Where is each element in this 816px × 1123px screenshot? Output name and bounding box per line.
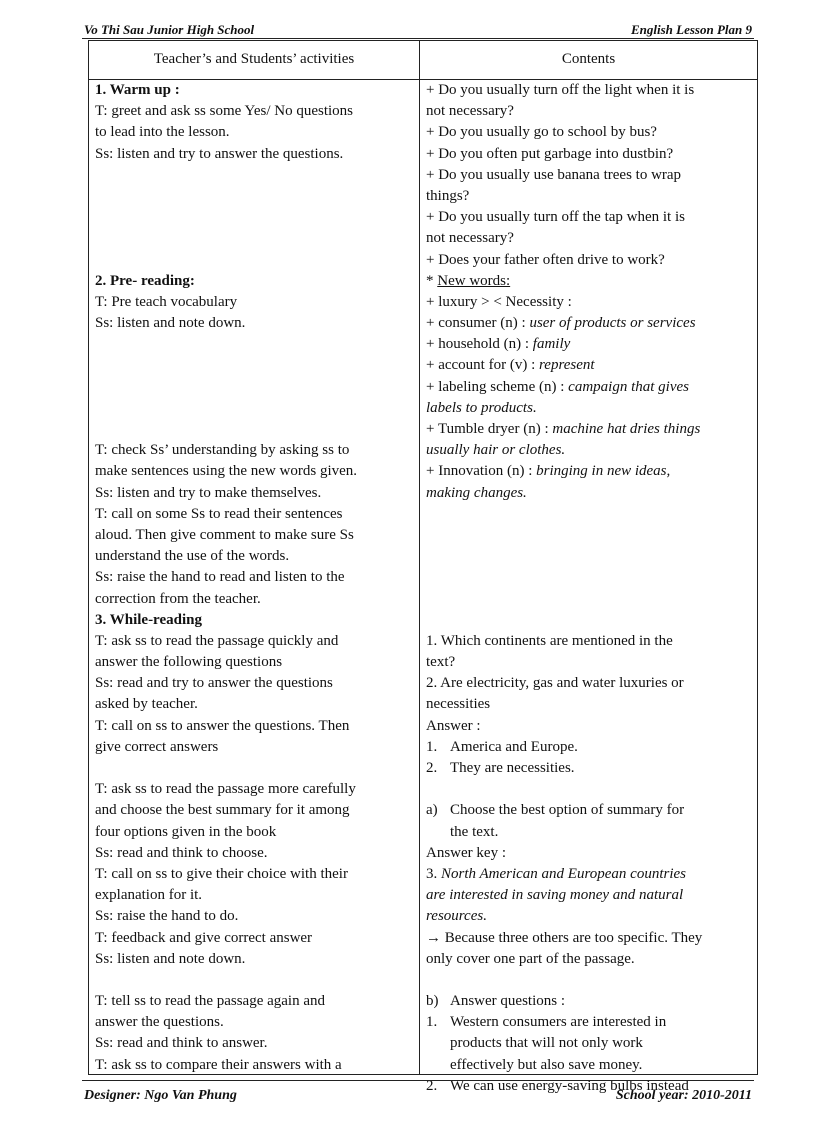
vocab-term: + household (n) : [426, 336, 533, 353]
page-footer [82, 1077, 754, 1111]
vocab-term: + consumer (n) : [426, 315, 530, 332]
activity-line: Ss: listen and try to answer the questions. [95, 145, 344, 162]
task-text: Answer questions : [450, 993, 565, 1010]
school-year: School year: 2010-2011 [615, 1088, 752, 1103]
answer-text: products that will not only work [450, 1035, 643, 1052]
column-header-activities: Teacher’s and Students’ activities [153, 51, 355, 67]
warmup-question: + Do you often put garbage into dustbin? [426, 145, 674, 162]
activity-line: Ss: read and try to answer the questions [95, 675, 333, 692]
activity-line: T: Pre teach vocabulary [95, 293, 238, 310]
task-item [426, 991, 754, 1012]
vocab-term: + Tumble dryer (n) : [426, 421, 553, 437]
answer-key-text: are interested in saving money and natural [426, 887, 684, 904]
vocab-definition: user of products or services [529, 315, 696, 332]
vocab-item [426, 355, 754, 376]
explanation-text: Because three others are too specific. They [444, 929, 703, 946]
section-title: 2. Pre- reading: [95, 272, 195, 289]
answer-key-number: 3. [426, 865, 441, 882]
designer-name: Designer: Ngo Van Phung [84, 1088, 237, 1103]
vocab-definition: labels to products. [426, 399, 537, 416]
vocab-item [426, 419, 754, 440]
activity-line: T: call on ss to give their choice with their [95, 865, 348, 882]
activity-line: T: greet and ask ss some Yes/ No questions [95, 103, 353, 120]
answer-item [426, 737, 754, 758]
reading-question: text? [426, 654, 456, 671]
warmup-question: + Do you usually use banana trees to wrap [426, 166, 682, 183]
reading-question: necessities [426, 696, 491, 713]
answer-number: 2. [426, 760, 438, 776]
vocab-definition: campaign that gives [568, 378, 689, 395]
answer-number: 1. [426, 1014, 438, 1031]
vocab-item [426, 377, 754, 398]
answer-number: 2. [426, 1077, 438, 1094]
activity-line: answer the following questions [95, 654, 283, 671]
answer-key [426, 864, 754, 885]
vocab-term: + labeling scheme (n) : [426, 378, 569, 395]
activity-line: asked by teacher. [95, 696, 198, 713]
activity-line: give correct answers [95, 738, 219, 755]
column-header-contents: Contents [561, 51, 616, 67]
activity-line: four options given in the book [95, 823, 277, 840]
activity-line: Ss: listen and note down. [95, 950, 246, 967]
section-title: 3. While-reading [95, 611, 202, 628]
reading-question: 1. Which continents are mentioned in the [426, 632, 673, 649]
page-header [82, 22, 754, 39]
warmup-question: + Do you usually turn off the light when it is [426, 82, 695, 98]
activity-line: T: call on some Ss to read their sentences [95, 505, 343, 522]
vocab-definition: bringing in new ideas, [536, 463, 671, 480]
arrow-icon: → [426, 929, 445, 946]
column-divider [419, 41, 420, 1074]
new-words-star: * [426, 272, 438, 289]
activity-line: Ss: listen and try to make themselves. [95, 484, 322, 501]
activity-line: T: check Ss’ understanding by asking ss to [95, 442, 350, 459]
new-words-heading [426, 271, 754, 292]
answer-number: 1. [426, 738, 438, 755]
answer-item [426, 758, 754, 779]
activity-line: T: ask ss to read the passage more carefully [95, 781, 356, 798]
activity-line: T: ask ss to read the passage quickly and [95, 632, 339, 649]
answer-item [426, 1012, 754, 1033]
answer-label: Answer : [426, 717, 481, 734]
contents-column [426, 80, 754, 1097]
activity-line: Ss: raise the hand to read and listen to the [95, 569, 345, 586]
warmup-question: + Do you usually turn off the tap when it is [426, 209, 685, 226]
answer-text: We can use energy-saving bulbs instead [450, 1077, 689, 1094]
vocab-definition: family [532, 336, 571, 353]
vocab-item [426, 334, 754, 355]
activity-line: answer the questions. [95, 1014, 224, 1031]
activity-line: and choose the best summary for it among [95, 802, 350, 819]
lesson-table [88, 40, 758, 1094]
vocab-term: + account for (v) : [426, 357, 539, 374]
warmup-question: + Does your father often drive to work? [426, 251, 665, 268]
task-item [426, 800, 754, 821]
activity-line: Ss: read and think to choose. [95, 844, 268, 861]
warmup-question: + Do you usually go to school by bus? [426, 124, 657, 141]
vocab-item: + luxury > < Necessity : [426, 293, 572, 310]
vocab-definition: machine hat dries things [552, 421, 701, 437]
task-letter: b) [426, 993, 439, 1010]
activity-line: T: feedback and give correct answer [95, 929, 313, 946]
vocab-item [426, 461, 754, 482]
warmup-question: not necessary? [426, 103, 514, 120]
activity-line: Ss: listen and note down. [95, 315, 246, 332]
activity-line: Ss: raise the hand to do. [95, 908, 239, 925]
task-letter: a) [426, 802, 438, 819]
lesson-plan-title: English Lesson Plan 9 [630, 22, 752, 37]
answer-text: Western consumers are interested in [450, 1014, 667, 1031]
table-header [89, 41, 757, 80]
task-text: the text. [450, 823, 499, 840]
school-name: Vo Thi Sau Junior High School [84, 22, 255, 37]
activity-line: T: tell ss to read the passage again and [95, 993, 326, 1010]
task-text: Choose the best option of summary for [450, 802, 685, 819]
activity-line: Ss: read and think to answer. [95, 1035, 268, 1052]
vocab-definition: making changes. [426, 484, 527, 501]
answer-key-label: Answer key : [426, 844, 506, 861]
answer-text: effectively but also save money. [450, 1056, 643, 1073]
vocab-definition: represent [539, 357, 595, 374]
reading-question: 2. Are electricity, gas and water luxuries or [426, 675, 684, 692]
vocab-item [426, 313, 754, 334]
vocab-term: + Innovation (n) : [426, 463, 537, 480]
answer-text: They are necessities. [450, 760, 575, 776]
activity-line: to lead into the lesson. [95, 124, 230, 141]
warmup-question: things? [426, 187, 470, 204]
vocab-definition: usually hair or clothes. [426, 442, 566, 459]
activity-line: T: ask ss to compare their answers with a [95, 1056, 342, 1073]
warmup-question: not necessary? [426, 230, 514, 247]
section-title: 1. Warm up : [95, 82, 180, 98]
answer-key-text: North American and European countries [441, 865, 686, 882]
explanation [426, 928, 754, 949]
activity-line: understand the use of the words. [95, 548, 290, 565]
new-words-label: New words: [437, 272, 511, 289]
activity-line: make sentences using the new words given. [95, 463, 358, 480]
explanation-text: only cover one part of the passage. [426, 950, 635, 967]
activity-line: T: call on ss to answer the questions. Then [95, 717, 350, 734]
activity-line: aloud. Then give comment to make sure Ss [95, 526, 354, 543]
activity-line: explanation for it. [95, 887, 203, 904]
answer-text: America and Europe. [450, 738, 578, 755]
activities-column [95, 80, 415, 1076]
answer-key-text: resources. [426, 908, 487, 925]
activity-line: correction from the teacher. [95, 590, 261, 607]
